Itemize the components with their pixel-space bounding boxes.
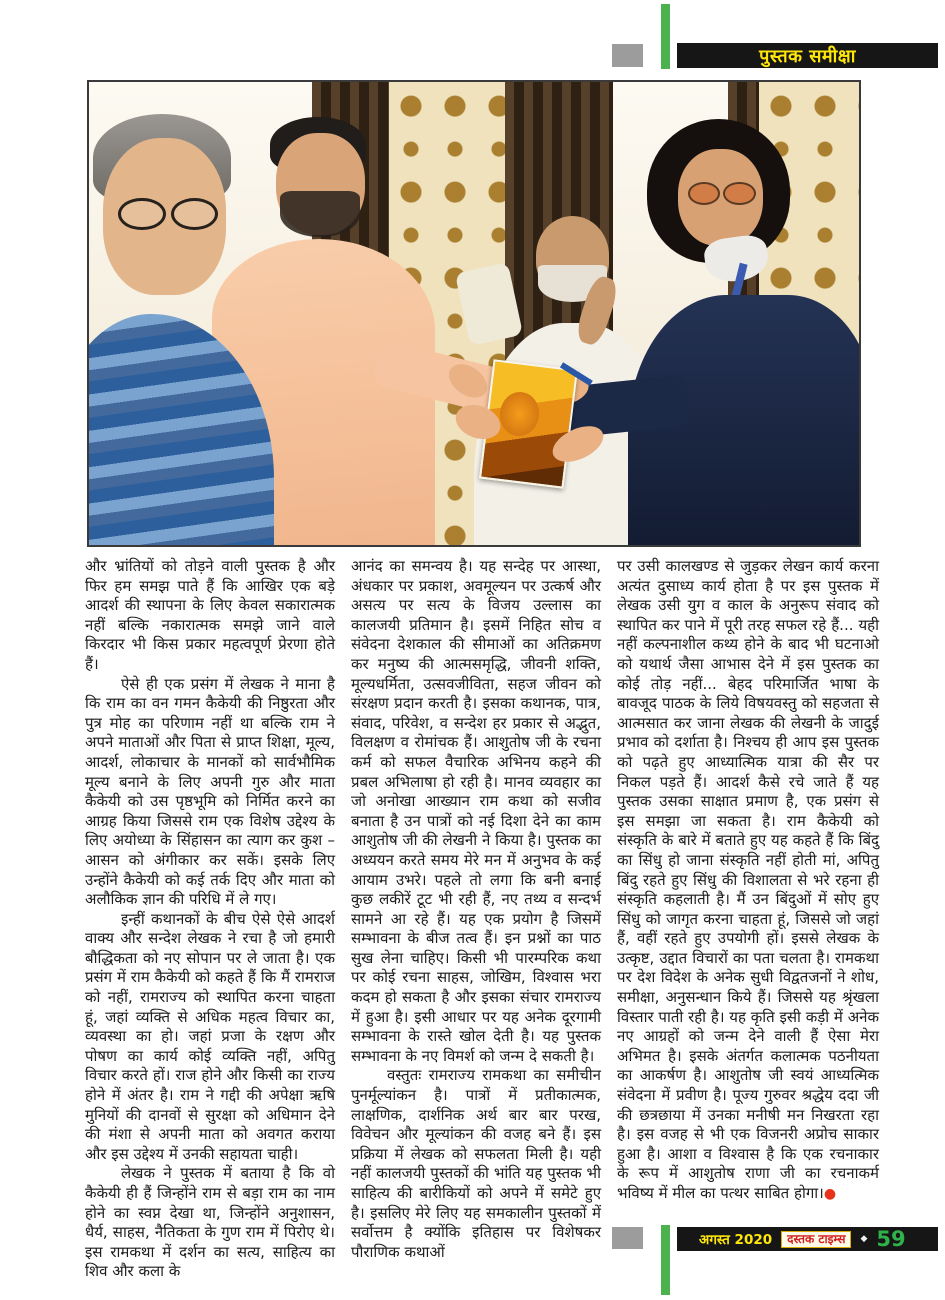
footer-green-bar [661, 1225, 670, 1295]
header-gray-block [612, 44, 643, 67]
footer-issue-date: अगस्त 2020 [699, 1232, 773, 1248]
photo-person-kurta-beard [280, 191, 360, 237]
paragraph: वस्तुतः रामराज्य रामकथा का समीचीन पुनर्मूल्यांकन है। पात्रों में प्रतीकात्मक, लाक्षणिक, दार्शनिक अर्थ बार बार परख, विवेचन और मूल्यांकन की वजह बने हैं। इस प्रक्रिया में लेखक को सफलता मिली है। यही नहीं कालजयी पुस्तकों की भांति यह पुस्तक भी साहित्य की बारीकियों को अपने में समेटे हुए है। इसलिए मेरे लिए यह समकालीन पुस्तकों में सर्वोत्तम है क्योंकि इतिहास पर विशेषकर पौराणिक कथाओं [351, 1066, 601, 1261]
photo-person-longhair-tinted-glasses [688, 182, 756, 205]
magazine-logo: दस्तक टाइम्स [781, 1231, 851, 1248]
section-header-bar [677, 43, 938, 68]
paragraph: आनंद का समन्वय है। यह सन्देह पर आस्था, अंधकार पर प्रकाश, अवमूल्यन पर उत्कर्ष और असत्य पर सत्य के विजय उल्लास का कालजयी प्रतिमान है। इसमें निहित सोच व संवेदना देशकाल की सीमाओं का अतिक्रमण कर मनुष्य की आत्मसमृद्धि, जीवनी शक्ति, मूल्यधर्मिता, उत्सवजीविता, सहज जीवन को संरक्षण प्रदान करती है। इसका कथानक, पात्र, संवाद, परिवेश, व सन्देश हर प्रकार से अद्भुत, विलक्षण व रोमांचक हैं। आशुतोष जी के रचना कर्म को सफल वैचारिक अभिनय कहने की प्रबल अभिलाषा हो रही है। मानव व्यवहार का जो अनोखा आख्यान राम कथा को सजीव बनाता है उन पात्रों को नई दिशा देने का काम आशुतोष जी की लेखनी ने किया है। पुस्तक का अध्ययन करते समय मेरे मन में अनुभव के कई आयाम उभरे। पहले तो लगा कि बनी बनाई कुछ लकीरें टूट भी रही हैं, नए तथ्य व सन्दर्भ सामने आ रहे हैं। यह एक प्रयोग है जिसमें सम्भावना के बीज तत्व हैं। इन प्रश्नों का पाठ सुख लेना चाहिए। किसी भी पारम्परिक कथा पर कोई रचना साहस, जोखिम, विश्वास भरा कदम हो सकता है और इसका संचार रामराज्य में हुआ है। इसी आधार पर यह अनेक दूरगामी सम्भावना के रास्ते खोल देती है। यह पुस्तक सम्भावना के नए विमर्श को जन्म दे सकती है। [351, 557, 601, 1065]
paragraph: और भ्रांतियों को तोड़ने वाली पुस्तक है और फिर हम समझ पाते हैं कि आखिर एक बड़े आदर्श की स्थापना के लिए केवल सकारात्मक नहीं बल्कि नकारात्मक समझे जाने वाले किरदार भी किस प्रकार महत्वपूर्ण प्रेरणा होते हैं। [85, 557, 335, 673]
paragraph [617, 557, 879, 1205]
footer-gray-block [612, 1227, 643, 1249]
photo-person-striped-shirt-glasses [118, 198, 218, 230]
header-green-bar [661, 4, 670, 69]
article-column-2 [351, 557, 601, 1282]
paragraph: ऐसे ही एक प्रसंग में लेखक ने माना है कि राम का वन गमन कैकेयी की निष्ठुरता और पुत्र मोह का परिणाम नहीं था बल्कि राम ने अपने माताओं और पिता से प्राप्त शिक्षा, मूल्य, आदर्श, लोकाचार के मानकों को सार्वभौमिक मूल्य बनाने के लिए अपनी गुरु और माता कैकेयी को उस पृष्ठभूमि को निर्मित करने का आग्रह किया जिससे राम एक विशेष उद्देश्य के लिए अयोध्या के सिंहासन का त्याग कर कुश –आसन को अंगीकार कर सकें। इसके लिए उन्होंने कैकेयी को कई तर्क दिए और माता को अलौकिक ज्ञान की परिधि में ले गए। [85, 674, 335, 909]
paragraph: लेखक ने पुस्तक में बताया है कि वो कैकेयी ही हैं जिन्होंने राम से बड़ा राम का नाम होने का स्वप्न देखा था, जिन्होंने अनुशासन, धैर्य, साहस, नैतिकता के गुण राम में पिरोए थे। इस रामकथा में दर्शन का सत्य, साहित्य का शिव और कला के [85, 1164, 335, 1281]
paragraph-text: पर उसी कालखण्ड से जुड़कर लेखन कार्य करना अत्यंत दुसाध्य कार्य होता है पर इस पुस्तक में लेखक उसी युग व काल के अनुरूप संवाद को स्थापित कर पाने में पूरी तरह सफल रहे हैं... यही नहीं कल्पनाशील कथ्य होने के बाद भी घटनाओ को यथार्थ जैसा आभास देने में इस पुस्तक का कोई तोड़ नहीं... बेहद परिमार्जित भाषा के बावजूद पाठक के लिये विषयवस्तु को सहजता से आत्मसात कर जाना लेखक की लेखनी के जादुई प्रभाव को दर्शाता है। निश्चय ही आप इस पुस्तक को पढ़ते हुए आध्यात्मिक यात्रा की सैर पर निकल पड़ते हैं। आदर्श कैसे रचे जाते हैं यह पुस्तक उसका साक्षात प्रमाण है, एक प्रसंग से इस समझा जा सकता है। राम कैकेयी को संस्कृति के बारे में बताते हुए यह कहते हैं कि बिंदु का सिंधु हो जाना संस्कृति नहीं होती मां, अपितु बिंदु रहते हुए सिंधु की विशालता से भरे रहना ही संस्कृति कहलाती है। मैं उन बिंदुओं में सोए हुए सिंधु को जागृत करना चाहता हूं, जिससे जो जहां हैं, वहीं रहते हुए उपयोगी हों। इससे लेखक के उत्कृष्ट, उद्दात विचारों का पता चलता है। रामकथा पर देश विदेश के अनेक सुधी विद्वतजनों ने शोध, समीक्षा, अनुसन्धान किये हैं। जिससे यह श्रृंखला विस्तार पाती रही है। यह कृति इसी कड़ी में अनेक नए आग्रहों को जन्म देने वाली हैं ऐसा मेरा अभिमत है। इसके अंतर्गत कलात्मक पठनीयता का आकर्षण है। आशुतोष जी स्वयं आध्यत्मिक संवेदना में प्रवीण है। पूज्य गुरुवर श्रद्धेय ददा जी की छत्रछाया में उनका मनीषी मन निखरता रहा है। इस वजह से भी एक विजनरी अप्रोच साकार हुआ है। आशा व विश्वास है कि एक रचनाकार के रूप में आशुतोष राणा जी का रचनाकर्म भविष्य में मील का पत्थर साबित होगा। [617, 557, 879, 1202]
section-title: पुस्तक समीक्षा [759, 45, 856, 67]
end-of-article-bullet: ● [823, 1186, 837, 1202]
footer-bar [677, 1227, 938, 1251]
article-body [85, 557, 879, 1282]
paragraph: इन्हीं कथानकों के बीच ऐसे ऐसे आदर्श वाक्य और सन्देश लेखक ने रचा है जो हमारी बौद्धिकता को नए सोपान पर ले जाता है। एक प्रसंग में राम कैकेयी को कहते हैं कि मैं रामराज को नहीं, रामराज्य को स्थापित करना चाहता हूं, जहां व्यक्ति से अधिक महत्व विचार का, व्यवस्था का हो। जहां प्रजा के रक्षण और पोषण का कार्य कोई व्यक्ति नहीं, अपितु विचार करते हों। राज होने और किसी का राज्य होने में अंतर है। राम ने गद्दी की अपेक्षा ऋषि मुनियों की दानवों से सुरक्षा को अधिमान देने की मंशा से अपनी माता को अवगत कराया और इस उद्देश्य में उनकी सहायता चाही। [85, 909, 335, 1163]
article-photo [87, 80, 861, 547]
diamond-icon: ◆ [860, 1234, 868, 1244]
page-number: 59 [876, 1227, 906, 1251]
article-column-1 [85, 557, 335, 1282]
article-column-3 [617, 557, 879, 1282]
